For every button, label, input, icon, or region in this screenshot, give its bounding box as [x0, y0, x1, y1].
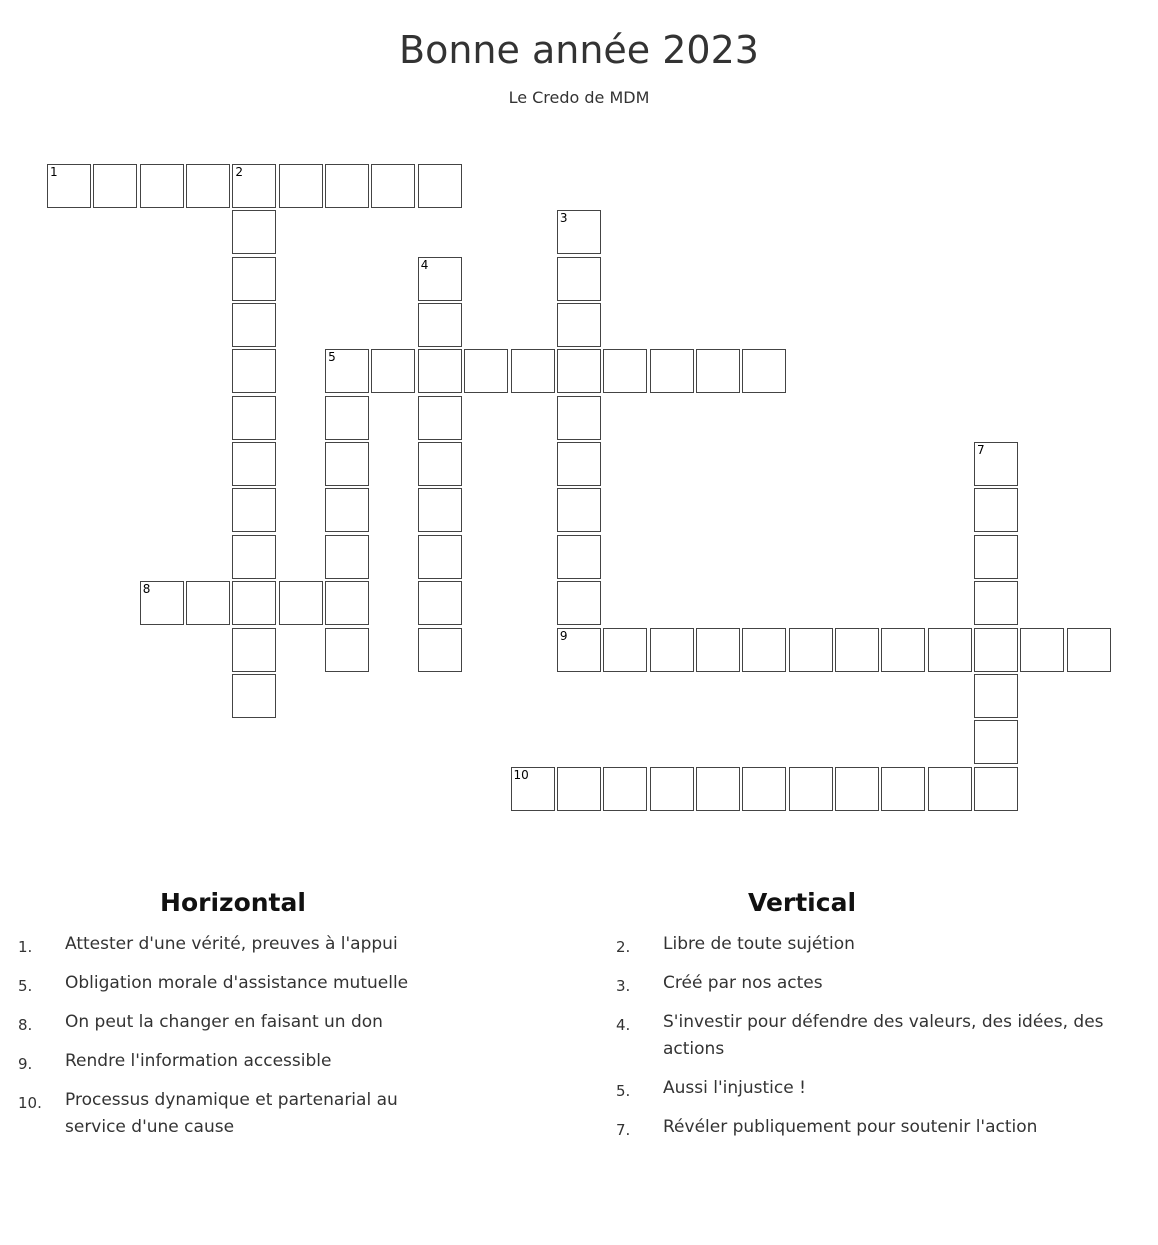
- clue-number: 8.: [18, 1016, 33, 1034]
- clue-number: 7.: [616, 1121, 631, 1139]
- clue-number: 8: [142, 582, 151, 597]
- crossword-cell[interactable]: [232, 164, 276, 208]
- down-clues-section: [616, 888, 1146, 1153]
- crossword-cell[interactable]: [232, 628, 276, 672]
- across-clue-list: [18, 931, 448, 1141]
- crossword-cell[interactable]: [418, 442, 462, 486]
- clue-number: 10: [513, 767, 529, 782]
- clue-text: Aussi l'injustice !: [663, 1078, 806, 1098]
- clue-number: 1.: [18, 938, 33, 956]
- down-heading: Vertical: [747, 888, 857, 917]
- across-heading: Horizontal: [160, 888, 306, 917]
- crossword-cell[interactable]: [928, 628, 972, 672]
- crossword-cell[interactable]: [232, 257, 276, 301]
- crossword-cell[interactable]: [650, 767, 694, 811]
- clue-number: 4: [420, 257, 429, 272]
- crossword-cell[interactable]: [1067, 628, 1111, 672]
- crossword-cell[interactable]: [325, 628, 369, 672]
- crossword-cell[interactable]: [974, 720, 1018, 764]
- clue-number: 7: [977, 443, 985, 458]
- crossword-cell[interactable]: [232, 396, 276, 440]
- crossword-cell[interactable]: [557, 257, 601, 301]
- crossword-cell[interactable]: [557, 396, 601, 440]
- page-subtitle: Le Credo de MDM: [508, 88, 650, 107]
- crossword-cell[interactable]: [232, 210, 276, 254]
- clue-text: Créé par nos actes: [663, 973, 823, 993]
- clue-text: Obligation morale d'assistance mutuelle: [65, 973, 409, 993]
- crossword-cell[interactable]: [325, 581, 369, 625]
- crossword-cell[interactable]: [881, 767, 925, 811]
- crossword-cell[interactable]: [511, 767, 555, 811]
- crossword-cell[interactable]: [140, 581, 184, 625]
- crossword-cell[interactable]: [974, 488, 1018, 532]
- crossword-cell[interactable]: [418, 535, 462, 579]
- crossword-cell[interactable]: [418, 303, 462, 347]
- crossword-cell[interactable]: [557, 349, 601, 393]
- down-clue: [616, 1075, 1146, 1102]
- crossword-cell[interactable]: [789, 628, 833, 672]
- crossword-cell[interactable]: [47, 164, 91, 208]
- crossword-cell[interactable]: [603, 767, 647, 811]
- crossword-cell[interactable]: [325, 535, 369, 579]
- crossword-cell[interactable]: [232, 581, 276, 625]
- crossword-cell[interactable]: [742, 628, 786, 672]
- clue-number: 5.: [18, 977, 33, 995]
- clue-number: 10.: [18, 1094, 42, 1112]
- crossword-cell[interactable]: [974, 767, 1018, 811]
- clue-number: 2: [235, 165, 244, 179]
- across-clues-section: [18, 888, 448, 1153]
- clue-number: 3.: [616, 977, 631, 995]
- clue-number: 9: [559, 628, 568, 643]
- crossword-cell[interactable]: [325, 396, 369, 440]
- crossword-cell[interactable]: [232, 488, 276, 532]
- clue-number: 2.: [616, 938, 631, 956]
- crossword-cell[interactable]: [232, 442, 276, 486]
- clue-text: Processus dynamique et partenarial au service d'une cause: [65, 1090, 398, 1137]
- clue-text: Révéler publiquement pour soutenir l'action: [663, 1117, 1038, 1137]
- crossword-cell[interactable]: [140, 164, 184, 208]
- crossword-cell[interactable]: [418, 164, 462, 208]
- crossword-cell[interactable]: [186, 164, 230, 208]
- crossword-cell[interactable]: [974, 442, 1018, 486]
- crossword-cell[interactable]: [696, 628, 740, 672]
- clue-number: 3: [559, 211, 568, 226]
- crossword-cell[interactable]: [603, 349, 647, 393]
- crossword-cell[interactable]: [557, 535, 601, 579]
- crossword-cell[interactable]: [974, 581, 1018, 625]
- crossword-cell[interactable]: [232, 535, 276, 579]
- across-clue: [18, 1009, 448, 1036]
- down-clue: [616, 1009, 1146, 1063]
- crossword-cell[interactable]: [418, 257, 462, 301]
- crossword-cell[interactable]: [418, 581, 462, 625]
- clue-number: 5: [328, 350, 336, 365]
- crossword-cell[interactable]: [557, 442, 601, 486]
- crossword-cell[interactable]: [696, 767, 740, 811]
- clue-text: Attester d'une vérité, preuves à l'appui: [65, 934, 398, 954]
- crossword-cell[interactable]: [974, 674, 1018, 718]
- crossword-cell[interactable]: [232, 674, 276, 718]
- down-clue: [616, 970, 1146, 997]
- crossword-cell[interactable]: [650, 349, 694, 393]
- crossword-cell[interactable]: [279, 581, 323, 625]
- crossword-cell[interactable]: [325, 442, 369, 486]
- crossword-cell[interactable]: [186, 581, 230, 625]
- crossword-cell[interactable]: [835, 628, 879, 672]
- crossword-cell[interactable]: [511, 349, 555, 393]
- crossword-cell[interactable]: [557, 628, 601, 672]
- crossword-cell[interactable]: [371, 349, 415, 393]
- across-clue: [18, 1087, 448, 1141]
- crossword-cell[interactable]: [650, 628, 694, 672]
- crossword-cell[interactable]: [418, 488, 462, 532]
- crossword-cell[interactable]: [232, 349, 276, 393]
- crossword-cell[interactable]: [928, 767, 972, 811]
- crossword-cell[interactable]: [232, 303, 276, 347]
- crossword-cell[interactable]: [696, 349, 740, 393]
- crossword-cell[interactable]: [557, 767, 601, 811]
- crossword-cell[interactable]: [603, 628, 647, 672]
- crossword-cell[interactable]: [279, 164, 323, 208]
- crossword-cell[interactable]: [93, 164, 137, 208]
- crossword-cell[interactable]: [557, 303, 601, 347]
- crossword-cell[interactable]: [974, 628, 1018, 672]
- clue-number: 1: [50, 165, 58, 179]
- crossword-cell[interactable]: [835, 767, 879, 811]
- crossword-cell[interactable]: [325, 349, 369, 393]
- crossword-cell[interactable]: [418, 628, 462, 672]
- clue-text: Libre de toute sujétion: [663, 934, 855, 954]
- crossword-cell[interactable]: [742, 767, 786, 811]
- clue-number: 9.: [18, 1055, 33, 1073]
- crossword-cell[interactable]: [557, 581, 601, 625]
- crossword-cell[interactable]: [325, 164, 369, 208]
- crossword-cell[interactable]: [557, 210, 601, 254]
- crossword-cell[interactable]: [464, 349, 508, 393]
- across-clue: [18, 931, 448, 958]
- crossword-cell[interactable]: [557, 488, 601, 532]
- crossword-cell[interactable]: [1020, 628, 1064, 672]
- clue-text: On peut la changer en faisant un don: [65, 1012, 383, 1032]
- clue-text: Rendre l'information accessible: [65, 1051, 332, 1071]
- crossword-cell[interactable]: [371, 164, 415, 208]
- across-clue: [18, 970, 448, 997]
- down-clue: [616, 1114, 1146, 1141]
- clue-text: S'investir pour défendre des valeurs, des idées, des actions: [663, 1012, 1104, 1059]
- crossword-cell[interactable]: [974, 535, 1018, 579]
- crossword-cell[interactable]: [325, 488, 369, 532]
- page-title: Bonne année 2023: [399, 28, 759, 72]
- down-clue: [616, 931, 1146, 958]
- clue-number: 5.: [616, 1082, 631, 1100]
- crossword-cell[interactable]: [881, 628, 925, 672]
- crossword-cell[interactable]: [789, 767, 833, 811]
- across-clue: [18, 1048, 448, 1075]
- crossword-cell[interactable]: [418, 396, 462, 440]
- clue-number: 4.: [616, 1016, 631, 1034]
- crossword-cell[interactable]: [418, 349, 462, 393]
- crossword-cell[interactable]: [742, 349, 786, 393]
- down-clue-list: [616, 931, 1146, 1141]
